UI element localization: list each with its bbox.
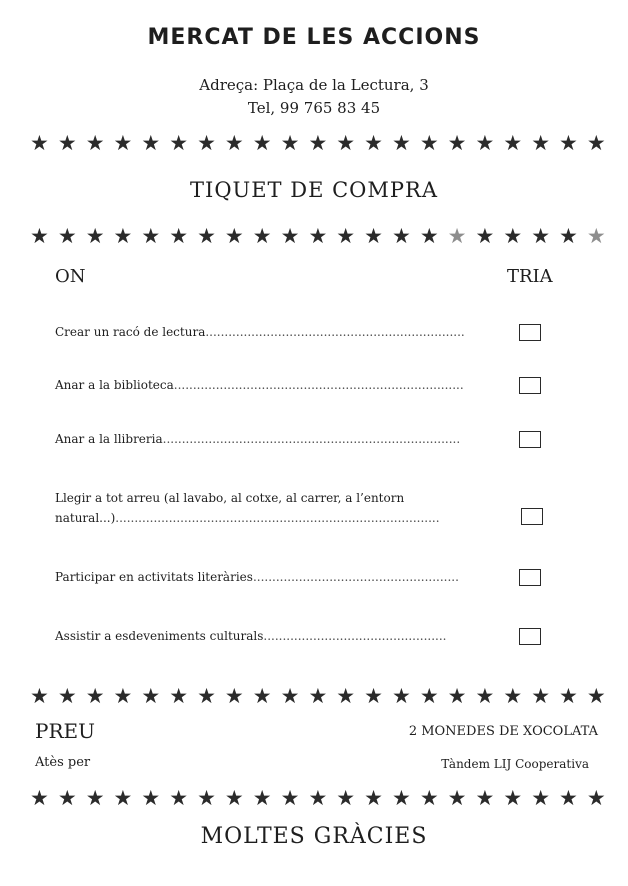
star-icon: ★ <box>503 684 523 708</box>
ticket-title: TIQUET DE COMPRA <box>190 178 438 202</box>
star-icon: ★ <box>113 786 133 810</box>
action-label: Llegir a tot arreu (al lavabo, al cotxe, al carrer, a l’entorn <box>55 491 405 505</box>
star-icon: ★ <box>197 786 216 810</box>
star-icon: ★ <box>85 224 105 248</box>
choice-checkbox[interactable] <box>519 377 541 394</box>
star-icon: ★ <box>336 684 356 708</box>
star-icon: ★ <box>447 684 467 708</box>
star-icon: ★ <box>447 131 467 155</box>
star-icon: ★ <box>252 786 272 810</box>
action-label: Anar a la biblioteca <box>55 378 174 392</box>
star-icon: ★ <box>419 786 439 810</box>
star-icon: ★ <box>391 131 411 155</box>
star-icon: ★ <box>391 684 411 708</box>
action-item <box>55 488 440 528</box>
star-icon: ★ <box>447 786 467 810</box>
star-icon: ★ <box>364 131 383 155</box>
dot-leader: ............................................................................ <box>173 378 464 392</box>
star-icon: ★ <box>364 786 383 810</box>
star-icon: ★ <box>503 224 523 248</box>
star-icon: ★ <box>586 684 606 708</box>
action-item <box>55 322 465 342</box>
star-icon: ★ <box>252 131 272 155</box>
star-icon: ★ <box>503 131 523 155</box>
choice-checkbox[interactable] <box>519 569 541 586</box>
column-on-header: ON <box>55 266 86 287</box>
star-icon: ★ <box>252 224 272 248</box>
star-icon: ★ <box>586 224 606 248</box>
choice-checkbox[interactable] <box>521 508 543 525</box>
star-icon: ★ <box>559 684 578 708</box>
star-icon: ★ <box>475 224 495 248</box>
shop-title: MERCAT DE LES ACCIONS <box>147 25 481 50</box>
action-item <box>55 567 459 587</box>
star-icon: ★ <box>475 131 495 155</box>
star-icon: ★ <box>30 786 49 810</box>
star-icon: ★ <box>224 131 244 155</box>
column-tria-header: TRIA <box>507 266 553 287</box>
star-icon: ★ <box>559 786 578 810</box>
attended-label: Atès per <box>35 755 91 770</box>
action-label: Anar a la llibreria <box>55 432 163 446</box>
star-icon: ★ <box>364 684 383 708</box>
dot-leader: ................................................ <box>263 629 447 643</box>
star-icon: ★ <box>531 224 551 248</box>
star-icon: ★ <box>419 131 439 155</box>
choice-checkbox[interactable] <box>519 628 541 645</box>
star-icon: ★ <box>113 684 133 708</box>
star-icon: ★ <box>169 224 189 248</box>
star-icon: ★ <box>308 786 328 810</box>
star-icon: ★ <box>57 684 77 708</box>
star-icon: ★ <box>586 786 606 810</box>
star-icon: ★ <box>197 131 216 155</box>
star-icon: ★ <box>197 684 216 708</box>
star-icon: ★ <box>280 131 300 155</box>
star-icon: ★ <box>280 786 300 810</box>
star-icon: ★ <box>113 224 133 248</box>
star-icon: ★ <box>252 684 272 708</box>
choice-checkbox[interactable] <box>519 431 541 448</box>
dot-leader: ...................................................... <box>252 570 459 584</box>
shop-address: Adreça: Plaça de la Lectura, 3 <box>199 76 429 94</box>
price-value: 2 MONEDES DE XOCOLATA <box>408 724 598 739</box>
star-icon: ★ <box>503 786 523 810</box>
star-icon: ★ <box>447 224 467 248</box>
star-icon: ★ <box>113 131 133 155</box>
star-icon: ★ <box>336 786 356 810</box>
star-icon: ★ <box>531 786 551 810</box>
choice-checkbox[interactable] <box>519 324 541 341</box>
star-icon: ★ <box>559 224 578 248</box>
star-icon: ★ <box>336 131 356 155</box>
shop-phone: Tel, 99 765 83 45 <box>247 99 381 117</box>
star-divider <box>30 224 606 248</box>
star-icon: ★ <box>169 684 189 708</box>
star-icon: ★ <box>559 131 578 155</box>
star-icon: ★ <box>141 684 161 708</box>
star-icon: ★ <box>586 131 606 155</box>
action-label: Crear un racó de lectura <box>55 325 206 339</box>
star-icon: ★ <box>85 786 105 810</box>
attended-value: Tàndem LIJ Cooperativa <box>441 757 589 771</box>
dot-leader: .............................................................................. <box>162 432 461 446</box>
thanks-message: MOLTES GRÀCIES <box>200 824 428 849</box>
star-icon: ★ <box>364 224 383 248</box>
star-icon: ★ <box>169 786 189 810</box>
star-icon: ★ <box>169 131 189 155</box>
dot-leader: .................................................................... <box>205 325 465 339</box>
star-icon: ★ <box>336 224 356 248</box>
dot-leader: ..................................................................................... <box>115 511 440 525</box>
star-icon: ★ <box>85 684 105 708</box>
star-icon: ★ <box>85 131 105 155</box>
action-label: Participar en activitats literàries <box>55 570 253 584</box>
star-icon: ★ <box>197 224 216 248</box>
star-icon: ★ <box>30 224 49 248</box>
star-icon: ★ <box>531 131 551 155</box>
star-icon: ★ <box>391 786 411 810</box>
star-icon: ★ <box>475 684 495 708</box>
star-icon: ★ <box>391 224 411 248</box>
star-icon: ★ <box>141 786 161 810</box>
star-icon: ★ <box>308 684 328 708</box>
star-icon: ★ <box>419 684 439 708</box>
star-icon: ★ <box>141 131 161 155</box>
star-icon: ★ <box>224 786 244 810</box>
star-icon: ★ <box>30 131 49 155</box>
star-icon: ★ <box>280 224 300 248</box>
star-icon: ★ <box>224 224 244 248</box>
star-icon: ★ <box>308 131 328 155</box>
star-divider <box>30 786 606 810</box>
action-item <box>55 375 464 395</box>
action-item <box>55 429 460 449</box>
star-icon: ★ <box>531 684 551 708</box>
star-icon: ★ <box>57 224 77 248</box>
star-icon: ★ <box>475 786 495 810</box>
action-label-continued: natural...) <box>55 511 116 525</box>
star-icon: ★ <box>224 684 244 708</box>
price-label: PREU <box>35 719 95 743</box>
action-label: Assistir a esdeveniments culturals <box>55 629 264 643</box>
star-icon: ★ <box>141 224 161 248</box>
star-icon: ★ <box>308 224 328 248</box>
star-divider <box>30 131 606 155</box>
star-icon: ★ <box>419 224 439 248</box>
star-icon: ★ <box>57 131 77 155</box>
star-icon: ★ <box>280 684 300 708</box>
star-divider <box>30 684 606 708</box>
star-icon: ★ <box>30 684 49 708</box>
action-item <box>55 626 446 646</box>
star-icon: ★ <box>57 786 77 810</box>
